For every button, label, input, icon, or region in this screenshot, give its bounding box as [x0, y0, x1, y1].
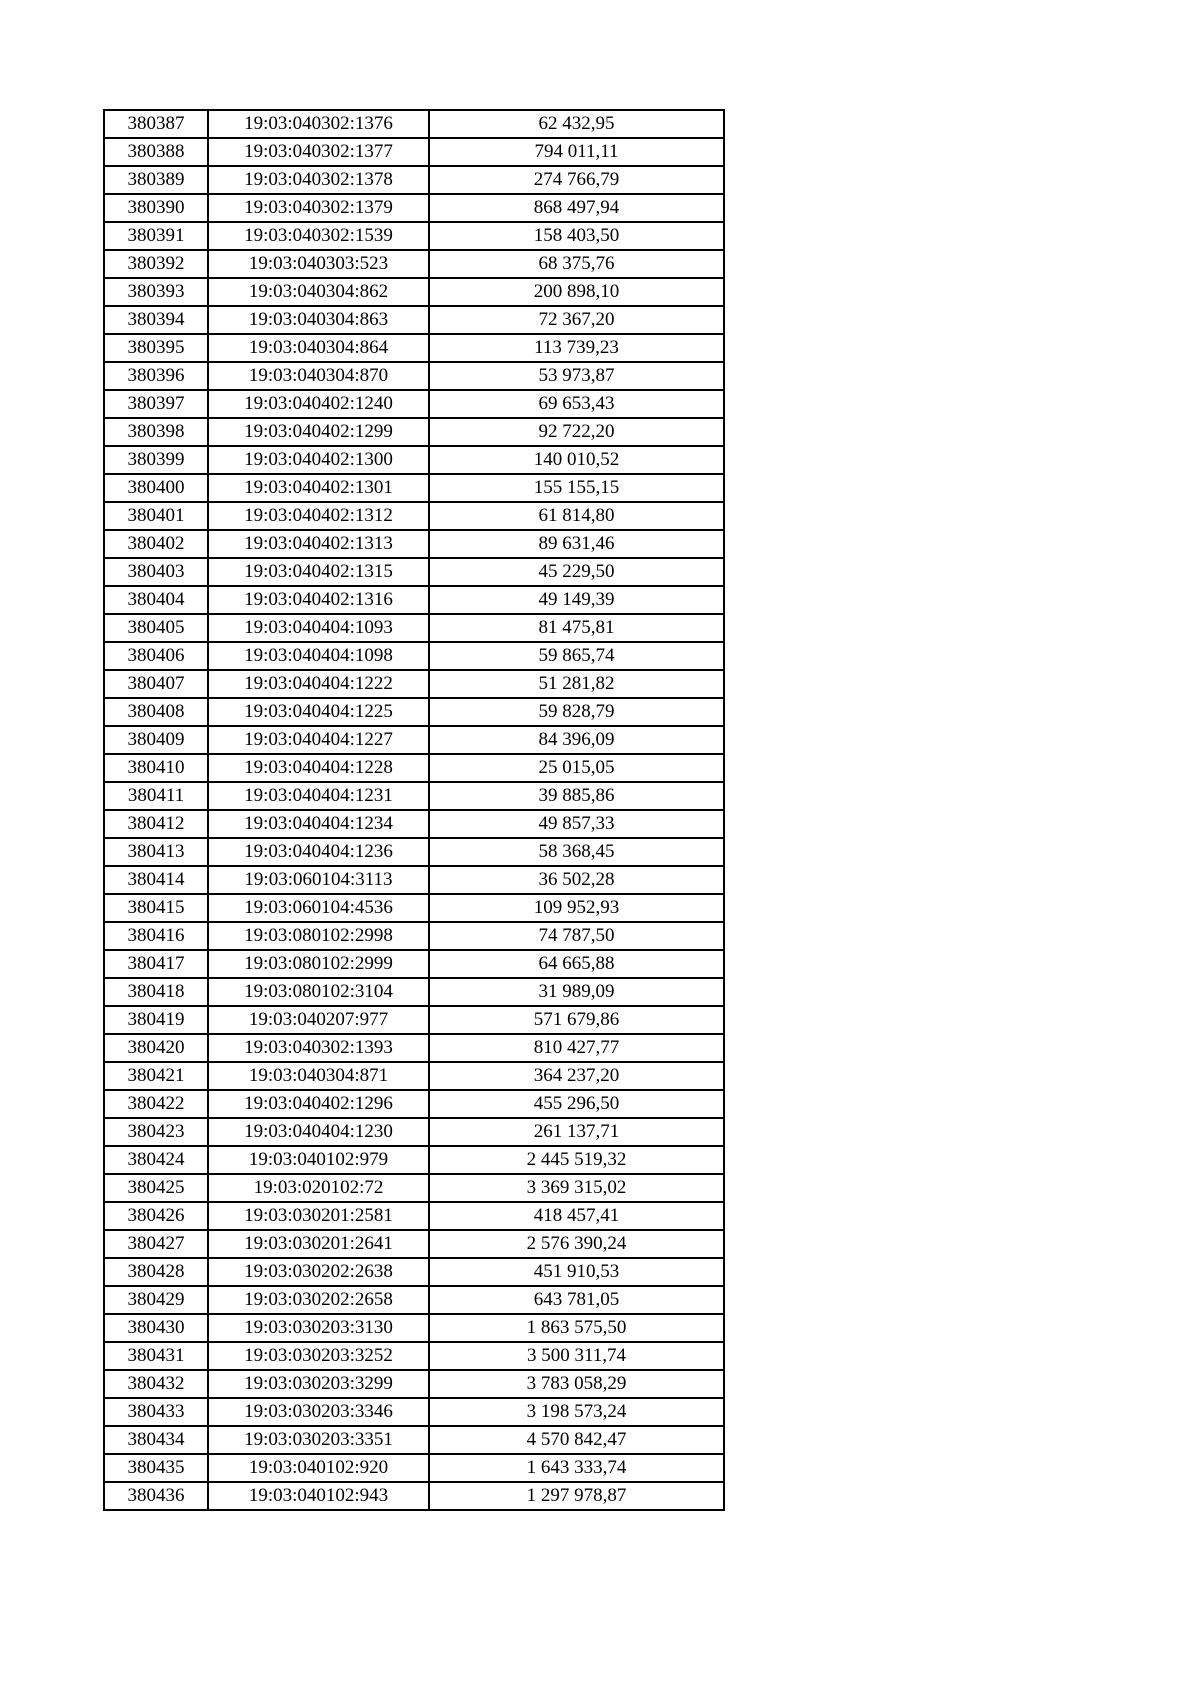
row-number-cell: 380421 [104, 1062, 208, 1090]
cadastral-number-cell: 19:03:040404:1093 [208, 614, 429, 642]
row-number-cell: 380412 [104, 810, 208, 838]
cadastral-number-cell: 19:03:040402:1315 [208, 558, 429, 586]
value-cell: 53 973,87 [429, 362, 724, 390]
table-row [104, 866, 724, 894]
cadastral-number-cell: 19:03:040402:1300 [208, 446, 429, 474]
table-body [104, 110, 724, 1510]
value-cell: 92 722,20 [429, 418, 724, 446]
cadastral-number-cell: 19:03:040404:1231 [208, 782, 429, 810]
cadastral-number-cell: 19:03:060104:3113 [208, 866, 429, 894]
table-row [104, 1482, 724, 1510]
value-cell: 3 500 311,74 [429, 1342, 724, 1370]
table-row [104, 950, 724, 978]
cadastral-number-cell: 19:03:060104:4536 [208, 894, 429, 922]
row-number-cell: 380406 [104, 642, 208, 670]
row-number-cell: 380430 [104, 1314, 208, 1342]
value-cell: 868 497,94 [429, 194, 724, 222]
table-row [104, 390, 724, 418]
value-cell: 49 857,33 [429, 810, 724, 838]
value-cell: 2 445 519,32 [429, 1146, 724, 1174]
table-row [104, 250, 724, 278]
table-row [104, 1454, 724, 1482]
value-cell: 261 137,71 [429, 1118, 724, 1146]
row-number-cell: 380422 [104, 1090, 208, 1118]
value-cell: 455 296,50 [429, 1090, 724, 1118]
row-number-cell: 380392 [104, 250, 208, 278]
value-cell: 59 865,74 [429, 642, 724, 670]
table-row [104, 110, 724, 138]
row-number-cell: 380402 [104, 530, 208, 558]
cadastral-number-cell: 19:03:030203:3130 [208, 1314, 429, 1342]
cadastral-number-cell: 19:03:030202:2638 [208, 1258, 429, 1286]
cadastral-number-cell: 19:03:040402:1299 [208, 418, 429, 446]
cadastral-number-cell: 19:03:040402:1296 [208, 1090, 429, 1118]
row-number-cell: 380404 [104, 586, 208, 614]
table-row [104, 334, 724, 362]
row-number-cell: 380389 [104, 166, 208, 194]
value-cell: 364 237,20 [429, 1062, 724, 1090]
row-number-cell: 380399 [104, 446, 208, 474]
table-row [104, 1062, 724, 1090]
row-number-cell: 380419 [104, 1006, 208, 1034]
row-number-cell: 380401 [104, 502, 208, 530]
table-row [104, 1342, 724, 1370]
table-row [104, 922, 724, 950]
row-number-cell: 380416 [104, 922, 208, 950]
cadastral-number-cell: 19:03:040302:1393 [208, 1034, 429, 1062]
value-cell: 49 149,39 [429, 586, 724, 614]
row-number-cell: 380407 [104, 670, 208, 698]
row-number-cell: 380425 [104, 1174, 208, 1202]
value-cell: 109 952,93 [429, 894, 724, 922]
row-number-cell: 380428 [104, 1258, 208, 1286]
cadastral-number-cell: 19:03:040402:1301 [208, 474, 429, 502]
cadastral-number-cell: 19:03:040102:920 [208, 1454, 429, 1482]
cadastral-number-cell: 19:03:040302:1378 [208, 166, 429, 194]
row-number-cell: 380393 [104, 278, 208, 306]
value-cell: 140 010,52 [429, 446, 724, 474]
row-number-cell: 380398 [104, 418, 208, 446]
table-row [104, 838, 724, 866]
cadastral-number-cell: 19:03:040404:1225 [208, 698, 429, 726]
value-cell: 45 229,50 [429, 558, 724, 586]
row-number-cell: 380397 [104, 390, 208, 418]
table-row [104, 194, 724, 222]
cadastral-number-cell: 19:03:080102:2998 [208, 922, 429, 950]
table-row [104, 1202, 724, 1230]
cadastral-number-cell: 19:03:040404:1234 [208, 810, 429, 838]
row-number-cell: 380391 [104, 222, 208, 250]
value-cell: 643 781,05 [429, 1286, 724, 1314]
table-row [104, 446, 724, 474]
row-number-cell: 380431 [104, 1342, 208, 1370]
value-cell: 51 281,82 [429, 670, 724, 698]
cadastral-number-cell: 19:03:040404:1227 [208, 726, 429, 754]
cadastral-number-cell: 19:03:040102:943 [208, 1482, 429, 1510]
row-number-cell: 380426 [104, 1202, 208, 1230]
value-cell: 89 631,46 [429, 530, 724, 558]
row-number-cell: 380432 [104, 1370, 208, 1398]
cadastral-number-cell: 19:03:040404:1230 [208, 1118, 429, 1146]
value-cell: 84 396,09 [429, 726, 724, 754]
cadastral-number-cell: 19:03:040402:1312 [208, 502, 429, 530]
value-cell: 4 570 842,47 [429, 1426, 724, 1454]
cadastral-number-cell: 19:03:040304:864 [208, 334, 429, 362]
value-cell: 39 885,86 [429, 782, 724, 810]
cadastral-number-cell: 19:03:040404:1228 [208, 754, 429, 782]
value-cell: 3 369 315,02 [429, 1174, 724, 1202]
table-row [104, 166, 724, 194]
table-row [104, 698, 724, 726]
value-cell: 1 297 978,87 [429, 1482, 724, 1510]
cadastral-number-cell: 19:03:040304:871 [208, 1062, 429, 1090]
value-cell: 81 475,81 [429, 614, 724, 642]
cadastral-number-cell: 19:03:080102:3104 [208, 978, 429, 1006]
value-cell: 113 739,23 [429, 334, 724, 362]
value-cell: 3 198 573,24 [429, 1398, 724, 1426]
table-row [104, 1258, 724, 1286]
row-number-cell: 380395 [104, 334, 208, 362]
cadastral-number-cell: 19:03:040303:523 [208, 250, 429, 278]
value-cell: 61 814,80 [429, 502, 724, 530]
value-cell: 31 989,09 [429, 978, 724, 1006]
value-cell: 571 679,86 [429, 1006, 724, 1034]
table-row [104, 138, 724, 166]
row-number-cell: 380429 [104, 1286, 208, 1314]
row-number-cell: 380420 [104, 1034, 208, 1062]
row-number-cell: 380400 [104, 474, 208, 502]
table-row [104, 1034, 724, 1062]
value-cell: 2 576 390,24 [429, 1230, 724, 1258]
table-row [104, 1398, 724, 1426]
table-row [104, 978, 724, 1006]
table-row [104, 894, 724, 922]
value-cell: 25 015,05 [429, 754, 724, 782]
cadastral-number-cell: 19:03:040207:977 [208, 1006, 429, 1034]
row-number-cell: 380405 [104, 614, 208, 642]
table-row [104, 278, 724, 306]
cadastral-number-cell: 19:03:040402:1313 [208, 530, 429, 558]
table-row [104, 418, 724, 446]
cadastral-number-cell: 19:03:040302:1539 [208, 222, 429, 250]
cadastral-number-cell: 19:03:040102:979 [208, 1146, 429, 1174]
table-row [104, 1230, 724, 1258]
table-row [104, 1314, 724, 1342]
table-row [104, 558, 724, 586]
table-row [104, 1370, 724, 1398]
value-cell: 69 653,43 [429, 390, 724, 418]
value-cell: 158 403,50 [429, 222, 724, 250]
value-cell: 68 375,76 [429, 250, 724, 278]
cadastral-number-cell: 19:03:040304:863 [208, 306, 429, 334]
table-row [104, 586, 724, 614]
cadastral-value-table [103, 109, 725, 1511]
table-row [104, 614, 724, 642]
value-cell: 200 898,10 [429, 278, 724, 306]
row-number-cell: 380424 [104, 1146, 208, 1174]
cadastral-number-cell: 19:03:030201:2641 [208, 1230, 429, 1258]
row-number-cell: 380394 [104, 306, 208, 334]
value-cell: 74 787,50 [429, 922, 724, 950]
value-cell: 59 828,79 [429, 698, 724, 726]
value-cell: 451 910,53 [429, 1258, 724, 1286]
row-number-cell: 380409 [104, 726, 208, 754]
table-row [104, 670, 724, 698]
table-row [104, 1146, 724, 1174]
table-row [104, 726, 724, 754]
cadastral-number-cell: 19:03:040404:1222 [208, 670, 429, 698]
value-cell: 3 783 058,29 [429, 1370, 724, 1398]
row-number-cell: 380396 [104, 362, 208, 390]
table-row [104, 1426, 724, 1454]
row-number-cell: 380403 [104, 558, 208, 586]
cadastral-number-cell: 19:03:040304:870 [208, 362, 429, 390]
row-number-cell: 380414 [104, 866, 208, 894]
row-number-cell: 380417 [104, 950, 208, 978]
value-cell: 274 766,79 [429, 166, 724, 194]
row-number-cell: 380410 [104, 754, 208, 782]
cadastral-number-cell: 19:03:040402:1316 [208, 586, 429, 614]
cadastral-number-cell: 19:03:040304:862 [208, 278, 429, 306]
row-number-cell: 380411 [104, 782, 208, 810]
value-cell: 58 368,45 [429, 838, 724, 866]
row-number-cell: 380433 [104, 1398, 208, 1426]
value-cell: 155 155,15 [429, 474, 724, 502]
cadastral-number-cell: 19:03:030203:3299 [208, 1370, 429, 1398]
table-row [104, 1090, 724, 1118]
row-number-cell: 380434 [104, 1426, 208, 1454]
row-number-cell: 380413 [104, 838, 208, 866]
row-number-cell: 380435 [104, 1454, 208, 1482]
cadastral-number-cell: 19:03:020102:72 [208, 1174, 429, 1202]
table-row [104, 1174, 724, 1202]
cadastral-number-cell: 19:03:040302:1379 [208, 194, 429, 222]
row-number-cell: 380415 [104, 894, 208, 922]
cadastral-number-cell: 19:03:040302:1376 [208, 110, 429, 138]
cadastral-number-cell: 19:03:030201:2581 [208, 1202, 429, 1230]
table-row [104, 1006, 724, 1034]
row-number-cell: 380388 [104, 138, 208, 166]
table-row [104, 222, 724, 250]
cadastral-number-cell: 19:03:080102:2999 [208, 950, 429, 978]
data-table-container [103, 109, 725, 1511]
table-row [104, 1286, 724, 1314]
row-number-cell: 380390 [104, 194, 208, 222]
table-row [104, 474, 724, 502]
value-cell: 36 502,28 [429, 866, 724, 894]
cadastral-number-cell: 19:03:030203:3346 [208, 1398, 429, 1426]
cadastral-number-cell: 19:03:030203:3351 [208, 1426, 429, 1454]
row-number-cell: 380418 [104, 978, 208, 1006]
row-number-cell: 380436 [104, 1482, 208, 1510]
table-row [104, 642, 724, 670]
row-number-cell: 380427 [104, 1230, 208, 1258]
value-cell: 1 643 333,74 [429, 1454, 724, 1482]
table-row [104, 306, 724, 334]
cadastral-number-cell: 19:03:030203:3252 [208, 1342, 429, 1370]
value-cell: 810 427,77 [429, 1034, 724, 1062]
cadastral-number-cell: 19:03:040402:1240 [208, 390, 429, 418]
table-row [104, 782, 724, 810]
row-number-cell: 380423 [104, 1118, 208, 1146]
cadastral-number-cell: 19:03:040404:1098 [208, 642, 429, 670]
cadastral-number-cell: 19:03:040302:1377 [208, 138, 429, 166]
table-row [104, 810, 724, 838]
value-cell: 418 457,41 [429, 1202, 724, 1230]
table-row [104, 754, 724, 782]
row-number-cell: 380387 [104, 110, 208, 138]
table-row [104, 362, 724, 390]
table-row [104, 1118, 724, 1146]
value-cell: 62 432,95 [429, 110, 724, 138]
table-row [104, 502, 724, 530]
value-cell: 64 665,88 [429, 950, 724, 978]
row-number-cell: 380408 [104, 698, 208, 726]
value-cell: 1 863 575,50 [429, 1314, 724, 1342]
value-cell: 794 011,11 [429, 138, 724, 166]
cadastral-number-cell: 19:03:030202:2658 [208, 1286, 429, 1314]
value-cell: 72 367,20 [429, 306, 724, 334]
cadastral-number-cell: 19:03:040404:1236 [208, 838, 429, 866]
table-row [104, 530, 724, 558]
